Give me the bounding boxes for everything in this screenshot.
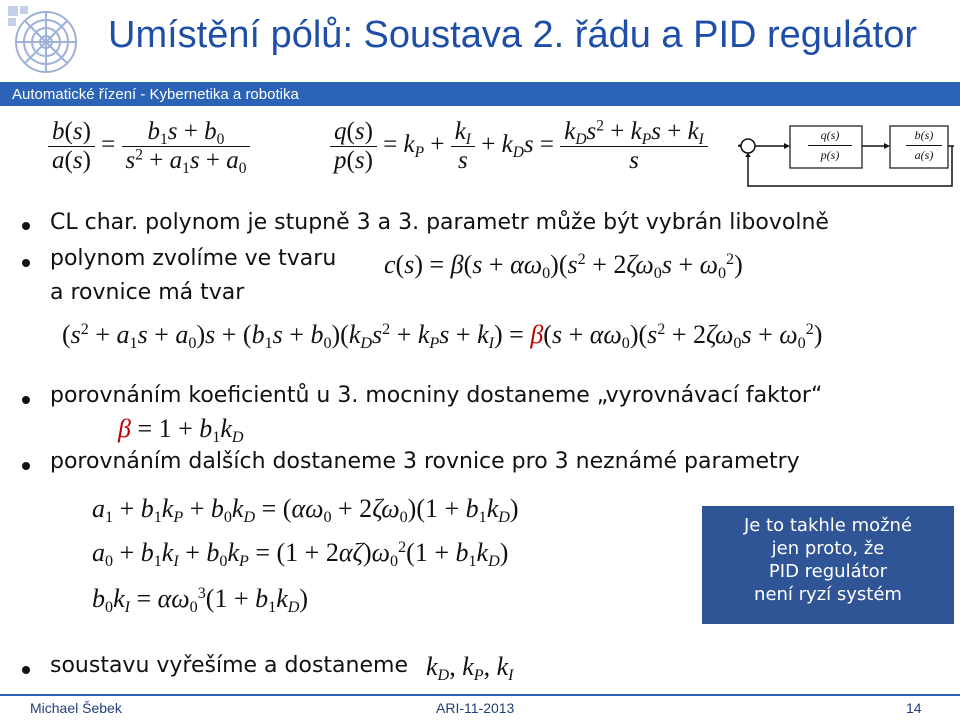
note-line: Je to takhle možné bbox=[743, 515, 913, 536]
plant-denominator: a(s) bbox=[914, 148, 934, 162]
beta-equation: $\beta = 1 + b_1k_D$ bbox=[118, 414, 244, 447]
footer-course: ARI-11-2013 bbox=[436, 700, 515, 716]
bullet-balancing-factor: porovnáním koeficientů u 3. mocniny dostaneme „vyrovnávací faktor“ bbox=[50, 383, 823, 408]
desired-polynomial-equation: $c(s) = \beta(s + \alpha\omega_0)(s^2 + 2\zeta\omega_0s + \omega_0^2)$ bbox=[384, 250, 743, 283]
bullet-marker bbox=[22, 462, 30, 470]
footer-author: Michael Šebek bbox=[30, 700, 122, 716]
note-box bbox=[702, 506, 954, 624]
note-line: jen proto, že bbox=[771, 538, 885, 559]
controller-fraction-bar bbox=[808, 145, 852, 146]
slide-subtitle: Automatické řízení - Kybernetika a robotika bbox=[12, 86, 299, 103]
slide-title: Umístění pólů: Soustava 2. řádu a PID regulátor bbox=[108, 14, 917, 56]
sum-minus-sign: - bbox=[738, 136, 743, 151]
plant-numerator: b(s) bbox=[914, 128, 934, 142]
note-line: PID regulátor bbox=[768, 561, 888, 582]
plant-fraction-bar bbox=[906, 145, 942, 146]
bullet-polynomial-form: polynom zvolíme ve tvaru bbox=[50, 246, 337, 271]
page-number: 14 bbox=[906, 700, 922, 716]
plant-transfer-equation: $\frac{b(s)}{a(s)}$ = $\frac{b_1s + b_0}{s^2 + a_1s + a_0}$ bbox=[48, 118, 250, 175]
equation-1: $a_1 + b_1k_P + b_0k_D = (\alpha\omega_0 + 2\zeta\omega_0)(1 + b_1k_D)$ bbox=[92, 494, 519, 527]
ctu-logo-icon bbox=[6, 4, 90, 80]
bullet-equation-form: a rovnice má tvar bbox=[50, 280, 245, 305]
controller-numerator: q(s) bbox=[820, 128, 840, 142]
bullet-three-equations: porovnáním dalších dostaneme 3 rovnice pro 3 neznámé parametry bbox=[50, 449, 800, 474]
characteristic-equation: $(s^2 + a_1s + a_0)s + (b_1s + b_0)(k_Ds^2 + k_Ps + k_I) = \beta(s + \alpha\omega_0)(s^2 + 2\zeta\omega_0s + \omega_0^2)$ bbox=[62, 320, 823, 353]
pid-transfer-equation: $\frac{q(s)}{p(s)}$ = $k_P$ + $\frac{k_I}{s}$ + $k_Ds$ = $\frac{k_Ds^2 + k_Ps + k_I}{s}$ bbox=[330, 118, 708, 175]
bullet-marker bbox=[22, 259, 30, 267]
equation-2: $a_0 + b_1k_I + b_0k_P = (1 + 2\alpha\zeta)\omega_0^2(1 + b_1k_D)$ bbox=[92, 538, 509, 571]
note-line: není ryzí systém bbox=[754, 584, 902, 605]
bullet-marker bbox=[22, 666, 30, 674]
equation-3: $b_0k_I = \alpha\omega_0^3(1 + b_1k_D)$ bbox=[92, 584, 309, 617]
bullet-marker bbox=[22, 222, 30, 230]
bullet-solution: soustavu vyřešíme a dostaneme bbox=[50, 653, 408, 678]
unknown-parameters: $k_D$, $k_P$, $k_I$ bbox=[426, 652, 514, 685]
bullet-marker bbox=[22, 396, 30, 404]
footer-rule bbox=[0, 694, 960, 696]
controller-denominator: p(s) bbox=[820, 148, 840, 162]
summing-junction bbox=[741, 139, 755, 153]
bullet-cl-polynomial: CL char. polynom je stupně 3 a 3. parametr může být vybrán libovolně bbox=[50, 210, 829, 235]
